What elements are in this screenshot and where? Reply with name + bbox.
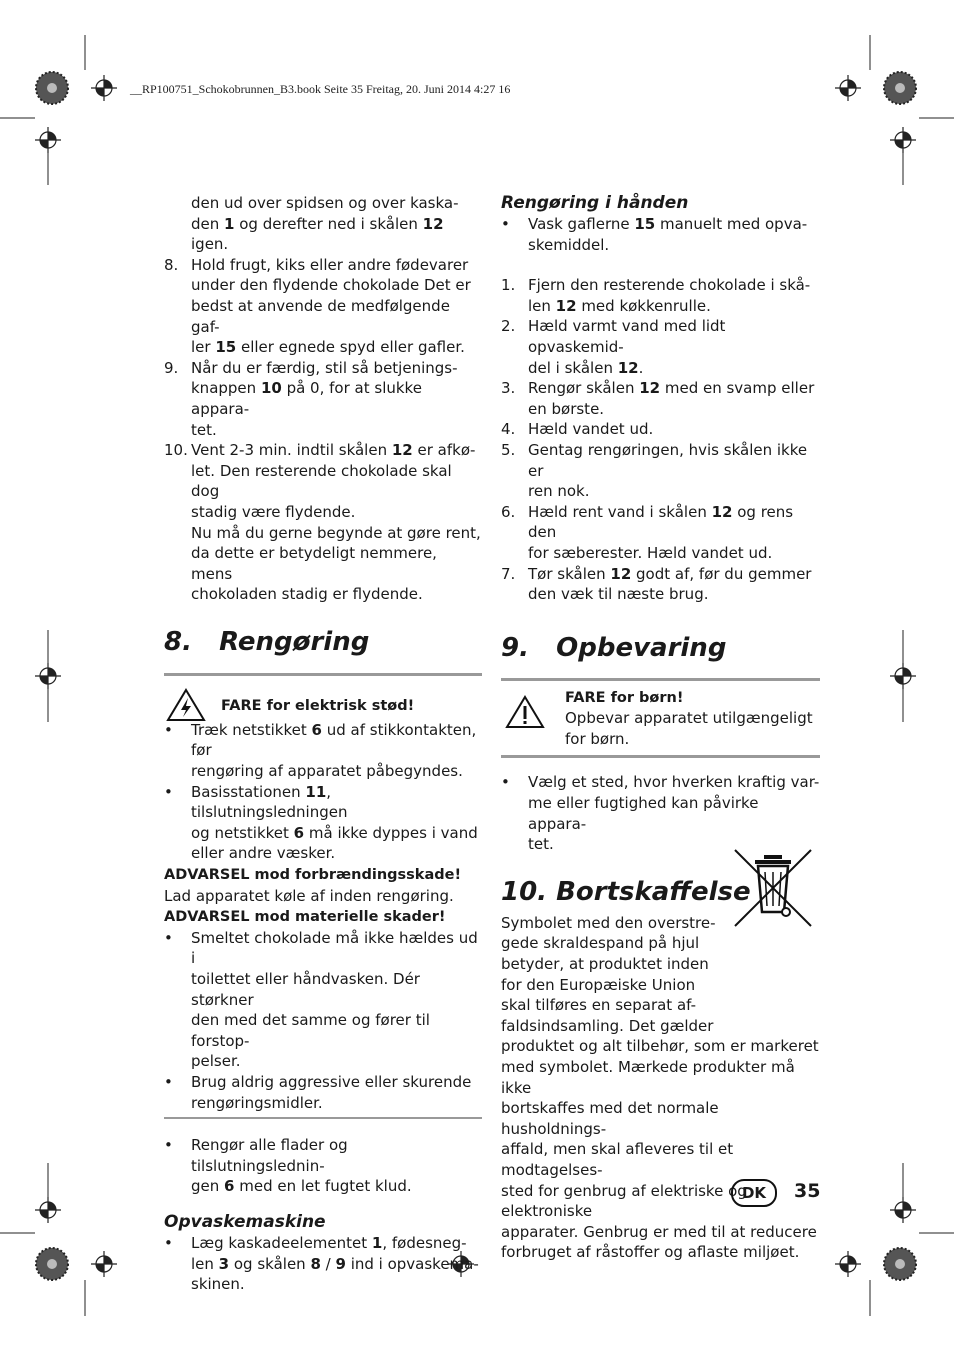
list-item: 8. Hold frugt, kiks eller andre fødevarer under den flydende chokolade Det er bedst at anvende de medfølgende gaf- ler 15 eller egnede spyd eller gafler. — [164, 255, 471, 357]
list-item: • Rengør alle flader og tilslutningslednin- gen 6 med en let fugtet klud. — [164, 1136, 412, 1196]
warning-damage-title: ADVARSEL mod materielle skader! — [164, 909, 446, 926]
divider — [501, 678, 820, 681]
list-item: 5. Gentag rengøringen, hvis skålen ikke er ren nok. — [501, 440, 808, 501]
subheading-opvaskemaskine: Opvaskemaskine — [164, 1211, 326, 1232]
list-item: • Vask gaflerne 15 manuelt med opva- skemiddel. — [501, 215, 808, 254]
list-item: 4. Hæld vandet ud. — [501, 420, 654, 439]
warning-burn-title: ADVARSEL mod forbrændingsskade! — [164, 867, 462, 884]
warning-burn-text: Lad apparatet køle af inden rengøring. — [164, 886, 454, 905]
warning-icon — [505, 695, 545, 729]
list-item: 2. Hæld varmt vand med lidt opvaskemid- del i skålen 12. — [501, 317, 726, 377]
list-item: 1. Fjern den resterende chokolade i skå- len 12 med køkkenrulle. — [501, 276, 811, 315]
list-item: 7. Tør skålen 12 godt af, før du gemmer den væk til næste brug. — [501, 564, 812, 604]
list-item: • Træk netstikket 6 ud af stikkontakten, før rengøring af apparatet påbegyndes. — [164, 720, 477, 781]
list-item: • Basisstationen 11, tilslutningsledningen og netstikket 6 må ikke dyppes i vand eller andre væsker. — [164, 782, 478, 863]
subheading-rengoring-i-handen: Rengøring i hånden — [501, 193, 689, 213]
crossed-bin-icon — [731, 846, 815, 930]
list-item: 6. Hæld rent vand i skålen 12 og rens den for sæberester. Hæld vandet ud. — [501, 502, 794, 562]
warning-electric: FARE for elektrisk stød! — [164, 684, 482, 720]
warning-children: FARE for børn! Opbevar apparatet utilgængeligt for børn. — [501, 687, 820, 750]
disposal-text: Symbolet med den overstre- gede skraldespand på hjul betyder, at produktet inden for den Europæiske Union skal tilføres en separat af- faldsindsamling. Det gælder produktet og alt tilbehør, som er markeret med symbolet. Mærkede produkter må ikke bortskaffes med det normale husholdnings- affald, men skal afleveres til et modtagelses- sted for genbrug af elektriske og elektroniske apparater. Genbrug er med til at reducere forbruget af råstoffer og aflaste miljøet. — [501, 913, 819, 1262]
divider — [164, 673, 482, 676]
section-heading-rengoring: 8. Rengøring — [164, 626, 370, 657]
left-column — [164, 193, 482, 1295]
list-item: • Smeltet chokolade må ikke hældes ud i toilettet eller håndvasken. Dér størkner den med det samme og fører til forstop- pelser. — [164, 928, 478, 1071]
list-item: 10. Vent 2-3 min. indtil skålen 12 er afkø- let. Den resterende chokolade skal dog stadig være flydende. Nu må du gerne begynde at gøre rent, da dette er betydeligt nemmere, mens chokoladen stadig er flydende. — [164, 441, 481, 604]
section-heading-bortskaffelse: 10. Bortskaffelse — [501, 876, 751, 907]
electric-warning-icon — [166, 688, 206, 722]
divider — [164, 1117, 482, 1119]
list-item: 3. Rengør skålen 12 med en svamp eller en børste. — [501, 379, 815, 418]
section-heading-opbevaring: 9. Opbevaring — [501, 632, 727, 663]
list-item: • Vælg et sted, hvor hverken kraftig var- me eller fugtighed kan påvirke appara- tet. — [501, 773, 820, 854]
right-column — [501, 192, 820, 1263]
list-item: • Brug aldrig aggressive eller skurende rengøringsmidler. — [164, 1072, 472, 1112]
page-number: 35 — [794, 1180, 821, 1202]
list-item: den ud over spidsen og over kaska- den 1 og derefter ned i skålen 12 igen. — [191, 194, 459, 254]
country-badge: DK — [731, 1179, 777, 1207]
print-header: __RP100751_Schokobrunnen_B3.book Seite 35 Freitag, 20. Juni 2014 4:27 16 — [130, 82, 511, 96]
list-item: • Læg kaskadeelementet 1, fødesneg- len 3 og skålen 8 / 9 ind i opvaskema- skinen. — [164, 1233, 479, 1294]
divider — [501, 755, 820, 758]
list-item: 9. Når du er færdig, stil så betjenings- knappen 10 på 0, for at slukke appara- tet. — [164, 358, 458, 439]
